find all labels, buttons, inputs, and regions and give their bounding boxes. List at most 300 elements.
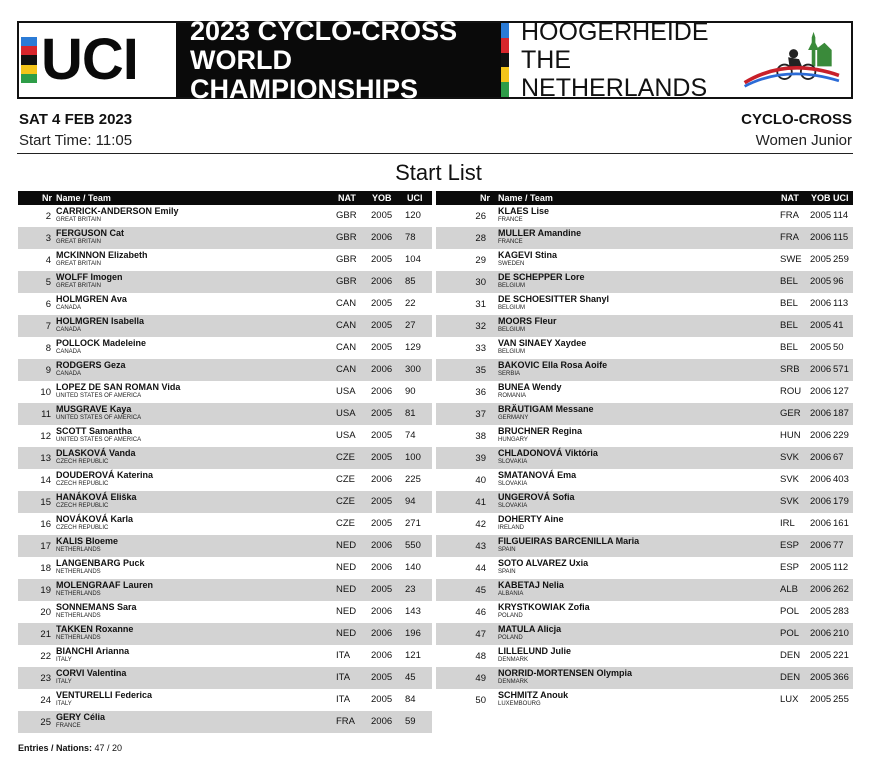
rider-name: DE SCHOESITTER Shanyl (498, 294, 610, 304)
page-title: Start List (395, 160, 482, 185)
rider-name: POLLOCK Madeleine (56, 338, 147, 348)
rider-uci-points: 210 (833, 628, 849, 639)
rider-year-of-birth: 2005 (371, 584, 393, 595)
table-row (18, 623, 432, 645)
table-row (18, 491, 432, 513)
rider-team: NETHERLANDS (56, 569, 101, 575)
col-uci: UCI (407, 193, 423, 203)
table-row (18, 425, 432, 447)
rider-number: 22 (40, 651, 51, 662)
table-row (18, 315, 432, 337)
rider-number: 6 (45, 299, 51, 310)
rider-number: 39 (475, 453, 486, 464)
rider-name: HANÁKOVÁ Eliška (56, 492, 137, 502)
rider-year-of-birth: 2006 (371, 474, 393, 485)
rider-uci-points: 67 (833, 452, 844, 463)
rider-name: FERGUSON Cat (56, 228, 125, 238)
rider-name: FILGUEIRAS BARCENILLA Maria (498, 536, 640, 546)
race-date: SAT 4 FEB 2023 (19, 111, 133, 128)
rider-uci-points: 81 (405, 408, 416, 419)
rider-number: 11 (41, 409, 51, 420)
rider-uci-points: 300 (405, 364, 421, 375)
table-row (436, 271, 853, 293)
rider-team: GERMANY (498, 415, 529, 421)
rider-number: 12 (40, 431, 51, 442)
rider-team: NETHERLANDS (56, 635, 101, 641)
rider-name: DOHERTY Aine (498, 514, 564, 524)
col-nat: NAT (781, 193, 799, 203)
rider-team: ROMANIA (498, 393, 527, 399)
rider-year-of-birth: 2005 (371, 342, 393, 353)
rider-name: SONNEMANS Sara (56, 602, 137, 612)
rider-number: 13 (40, 453, 51, 464)
table-row (436, 337, 853, 359)
rider-year-of-birth: 2005 (810, 672, 832, 683)
rider-uci-points: 366 (833, 672, 849, 683)
rider-uci-points: 271 (405, 518, 421, 529)
rider-nationality: GBR (336, 254, 357, 265)
rider-nationality: SWE (780, 254, 802, 265)
rider-number: 30 (475, 277, 486, 288)
rider-name: CARRICK-ANDERSON Emily (56, 206, 179, 216)
rider-nationality: USA (336, 430, 356, 441)
rider-number: 17 (40, 541, 51, 552)
rider-name: SOTO ALVAREZ Uxia (498, 558, 589, 568)
rider-year-of-birth: 2006 (810, 518, 832, 529)
rider-name: CHLADONOVÁ Viktória (498, 448, 598, 458)
rider-number: 16 (40, 519, 51, 530)
rider-number: 20 (40, 607, 51, 618)
rider-name: HOLMGREN Ava (56, 294, 127, 304)
table-row (18, 711, 432, 733)
rider-number: 38 (475, 431, 486, 442)
rider-year-of-birth: 2005 (810, 562, 832, 573)
table-row (436, 645, 853, 667)
rider-number: 43 (475, 541, 486, 552)
rider-name: LANGENBARG Puck (56, 558, 145, 568)
table-row (18, 205, 432, 227)
rider-number: 15 (40, 497, 51, 508)
table-header (436, 191, 853, 205)
rider-name: BIANCHI Arianna (56, 646, 130, 656)
rider-uci-points: 283 (833, 606, 849, 617)
rider-nationality: BEL (780, 276, 798, 287)
table-row (18, 293, 432, 315)
rider-nationality: SRB (780, 364, 800, 375)
rider-team: ITALY (56, 701, 72, 707)
rider-nationality: NED (336, 584, 357, 595)
rider-nationality: CAN (336, 298, 357, 309)
col-nr: Nr (42, 193, 53, 203)
table-row (18, 557, 432, 579)
rider-year-of-birth: 2006 (371, 276, 393, 287)
rider-year-of-birth: 2006 (810, 430, 832, 441)
rider-uci-points: 90 (405, 386, 416, 397)
table-row (436, 425, 853, 447)
table-row (436, 557, 853, 579)
rider-number: 29 (475, 255, 486, 266)
rider-name: DLASKOVÁ Vanda (56, 448, 136, 458)
rider-nationality: SVK (780, 474, 800, 485)
rider-year-of-birth: 2006 (810, 408, 832, 419)
rider-team: NETHERLANDS (56, 591, 101, 597)
entries-summary (18, 743, 122, 753)
rider-number: 4 (45, 255, 51, 266)
event-banner (17, 15, 853, 104)
rainbow-stripes-icon (21, 37, 37, 83)
rider-uci-points: 259 (833, 254, 849, 265)
rider-number: 32 (475, 321, 486, 332)
rider-nationality: USA (336, 386, 356, 397)
table-row (436, 469, 853, 491)
rider-team: CANADA (56, 349, 82, 355)
rider-team: CZECH REPUBLIC (56, 459, 109, 465)
table-row (18, 579, 432, 601)
rider-uci-points: 127 (833, 386, 849, 397)
rider-number: 40 (475, 475, 486, 486)
rider-name: HOLMGREN Isabella (56, 316, 145, 326)
rider-team: DENMARK (498, 657, 529, 663)
rider-number: 26 (475, 211, 486, 222)
table-row (436, 535, 853, 557)
rider-year-of-birth: 2005 (371, 430, 393, 441)
table-row (18, 249, 432, 271)
rider-year-of-birth: 2006 (810, 540, 832, 551)
rider-team: FRANCE (498, 239, 523, 245)
rider-nationality: DEN (780, 650, 801, 661)
rider-uci-points: 77 (833, 540, 844, 551)
start-time: Start Time: 11:05 (19, 132, 133, 149)
rider-team: FRANCE (498, 217, 523, 223)
rider-number: 41 (475, 497, 486, 508)
rider-name: KRYSTKOWIAK Zofia (498, 602, 590, 612)
table-row (18, 337, 432, 359)
rider-team: SPAIN (498, 569, 516, 575)
rider-nationality: SVK (780, 496, 800, 507)
rider-name: KALIS Bloeme (56, 536, 119, 546)
rider-name: SMATANOVÁ Ema (498, 470, 577, 480)
col-nr: Nr (480, 193, 491, 203)
rider-uci-points: 114 (833, 210, 849, 221)
rider-nationality: LUX (780, 694, 799, 705)
rider-nationality: BEL (780, 298, 798, 309)
rider-name: MATULA Alicja (498, 624, 562, 634)
rider-year-of-birth: 2006 (371, 562, 393, 573)
rider-year-of-birth: 2006 (371, 232, 393, 243)
table-row (436, 623, 853, 645)
rider-nationality: CZE (336, 452, 355, 463)
rider-uci-points: 100 (405, 452, 421, 463)
rider-uci-points: 120 (405, 210, 421, 221)
rider-nationality: SVK (780, 452, 800, 463)
rider-team: CANADA (56, 305, 82, 311)
rider-team: DENMARK (498, 679, 529, 685)
rider-team: CZECH REPUBLIC (56, 525, 109, 531)
table-row (436, 227, 853, 249)
rider-uci-points: 179 (833, 496, 849, 507)
rider-team: GREAT BRITAIN (56, 217, 102, 223)
rider-team: GREAT BRITAIN (56, 239, 102, 245)
table-row (18, 645, 432, 667)
rider-uci-points: 50 (833, 342, 844, 353)
rider-name: SCHMITZ Anouk (498, 690, 569, 700)
rider-nationality: GBR (336, 276, 357, 287)
rider-year-of-birth: 2006 (371, 628, 393, 639)
rider-name: MULLER Amandine (498, 228, 582, 238)
rider-name: VENTURELLI Federica (56, 690, 153, 700)
rider-number: 5 (45, 277, 51, 288)
rider-year-of-birth: 2006 (371, 606, 393, 617)
table-row (18, 601, 432, 623)
rider-number: 28 (475, 233, 486, 244)
rider-name: MCKINNON Elizabeth (56, 250, 148, 260)
rider-year-of-birth: 2005 (371, 518, 393, 529)
rider-year-of-birth: 2005 (371, 672, 393, 683)
rider-uci-points: 94 (405, 496, 416, 507)
rider-year-of-birth: 2006 (371, 364, 393, 375)
rider-year-of-birth: 2005 (371, 408, 393, 419)
rider-year-of-birth: 2006 (810, 628, 832, 639)
rider-number: 44 (475, 563, 486, 574)
rider-uci-points: 571 (833, 364, 849, 375)
rider-year-of-birth: 2006 (810, 298, 832, 309)
hoogerheide-cyclist-logo-icon (741, 27, 843, 93)
rider-nationality: CZE (336, 518, 355, 529)
table-row (18, 535, 432, 557)
rider-team: NETHERLANDS (56, 547, 101, 553)
rider-team: CZECH REPUBLIC (56, 503, 109, 509)
rider-uci-points: 84 (405, 694, 416, 705)
rider-number: 2 (45, 211, 51, 222)
rider-number: 36 (475, 387, 486, 398)
rider-nationality: HUN (780, 430, 801, 441)
rider-team: SPAIN (498, 547, 516, 553)
rider-year-of-birth: 2006 (371, 716, 393, 727)
rider-uci-points: 129 (405, 342, 421, 353)
rider-year-of-birth: 2005 (810, 320, 832, 331)
rider-team: NETHERLANDS (56, 613, 101, 619)
rider-uci-points: 96 (833, 276, 844, 287)
uci-logo-text: UCI (41, 27, 138, 92)
rider-team: POLAND (498, 613, 523, 619)
table-row (436, 689, 853, 711)
rider-uci-points: 41 (833, 320, 844, 331)
col-yob: YOB (811, 193, 831, 203)
rider-uci-points: 27 (405, 320, 416, 331)
table-row (436, 205, 853, 227)
rider-name: SCOTT Samantha (56, 426, 133, 436)
discipline: CYCLO-CROSS (741, 111, 852, 128)
rider-team: SLOVAKIA (498, 459, 528, 465)
rider-uci-points: 74 (405, 430, 416, 441)
rider-number: 14 (40, 475, 51, 486)
rider-team: BELGIUM (498, 327, 526, 333)
rider-uci-points: 113 (833, 298, 849, 309)
rider-number: 10 (40, 387, 51, 398)
table-row (18, 381, 432, 403)
rider-nationality: CAN (336, 320, 357, 331)
rider-year-of-birth: 2006 (371, 386, 393, 397)
rider-number: 49 (475, 673, 486, 684)
rider-nationality: CAN (336, 364, 357, 375)
table-row (18, 447, 432, 469)
rider-nationality: DEN (780, 672, 801, 683)
rider-uci-points: 225 (405, 474, 421, 485)
rider-nationality: CAN (336, 342, 357, 353)
rider-nationality: GER (780, 408, 801, 419)
table-row (436, 667, 853, 689)
rider-year-of-birth: 2006 (371, 540, 393, 551)
rider-uci-points: 403 (833, 474, 849, 485)
rider-number: 45 (475, 585, 486, 596)
rider-team: ITALY (56, 679, 72, 685)
rider-year-of-birth: 2005 (371, 496, 393, 507)
rider-name: KAGEVI Stina (498, 250, 558, 260)
host-line2: THE NETHERLANDS (521, 46, 708, 102)
rider-team: ALBANIA (498, 591, 524, 597)
rider-name: VAN SINAEY Xaydee (498, 338, 587, 348)
rider-year-of-birth: 2005 (371, 210, 393, 221)
entries-value: 47 / 20 (94, 743, 123, 753)
rider-uci-points: 196 (405, 628, 421, 639)
rider-number: 35 (475, 365, 486, 376)
rider-uci-points: 104 (405, 254, 421, 265)
rider-nationality: NED (336, 628, 357, 639)
rider-team: UNITED STATES OF AMERICA (56, 437, 142, 443)
rider-number: 50 (475, 695, 486, 706)
rider-team: GREAT BRITAIN (56, 261, 102, 267)
rider-team: HUNGARY (498, 437, 528, 443)
uci-logo (19, 23, 176, 97)
rider-name: LOPEZ DE SAN ROMAN Vida (56, 382, 181, 392)
rider-name: DOUDEROVÁ Katerina (56, 470, 154, 480)
rider-name: TAKKEN Roxanne (56, 624, 134, 634)
rider-nationality: FRA (780, 210, 799, 221)
rider-name: BRUCHNER Regina (498, 426, 583, 436)
rider-number: 37 (475, 409, 486, 420)
table-row (436, 513, 853, 535)
rider-team: BELGIUM (498, 305, 526, 311)
rider-nationality: ITA (336, 694, 351, 705)
rider-number: 31 (475, 299, 486, 310)
rider-uci-points: 140 (405, 562, 421, 573)
rider-name: CORVI Valentina (56, 668, 127, 678)
rider-team: SWEDEN (498, 261, 525, 267)
rider-team: CANADA (56, 371, 82, 377)
rider-uci-points: 45 (405, 672, 416, 683)
table-row (436, 491, 853, 513)
rider-team: UNITED STATES OF AMERICA (56, 415, 142, 421)
table-row (436, 249, 853, 271)
rider-uci-points: 23 (405, 584, 416, 595)
start-list-table-left (18, 191, 432, 733)
rider-name: DE SCHEPPER Lore (498, 272, 585, 282)
rider-year-of-birth: 2006 (810, 474, 832, 485)
rider-nationality: ALB (780, 584, 798, 595)
rider-number: 25 (40, 717, 51, 728)
rider-year-of-birth: 2005 (810, 606, 832, 617)
table-row (18, 271, 432, 293)
table-row (436, 447, 853, 469)
rider-number: 47 (475, 629, 486, 640)
rider-year-of-birth: 2006 (810, 584, 832, 595)
rider-number: 48 (475, 651, 486, 662)
divider (17, 153, 853, 154)
rider-nationality: GBR (336, 232, 357, 243)
rider-year-of-birth: 2005 (810, 254, 832, 265)
host-line1: HOOGERHEIDE (521, 18, 709, 46)
rider-number: 21 (40, 629, 51, 640)
rider-nationality: ESP (780, 562, 800, 573)
rider-nationality: ITA (336, 672, 351, 683)
rider-number: 7 (45, 321, 51, 332)
rider-nationality: NED (336, 562, 357, 573)
rider-year-of-birth: 2006 (810, 364, 832, 375)
rider-nationality: NED (336, 540, 357, 551)
rider-number: 8 (45, 343, 51, 354)
rider-number: 19 (40, 585, 51, 596)
rider-nationality: CZE (336, 496, 355, 507)
rider-name: UNGEROVÁ Sofia (498, 492, 575, 502)
rider-name: BRÄUTIGAM Messane (498, 404, 594, 414)
rider-team: BELGIUM (498, 349, 526, 355)
rider-number: 33 (475, 343, 486, 354)
rider-uci-points: 262 (833, 584, 849, 595)
rider-uci-points: 550 (405, 540, 421, 551)
rider-team: LUXEMBOURG (498, 701, 541, 707)
rider-uci-points: 161 (833, 518, 849, 529)
entries-label: Entries / Nations: (18, 743, 93, 753)
rider-uci-points: 187 (833, 408, 849, 419)
rider-number: 9 (45, 365, 51, 376)
rider-uci-points: 121 (405, 650, 421, 661)
rider-nationality: FRA (336, 716, 355, 727)
rider-name: GERY Célia (56, 712, 106, 722)
rider-nationality: ROU (780, 386, 802, 397)
rider-number: 18 (40, 563, 51, 574)
rider-team: UNITED STATES OF AMERICA (56, 393, 142, 399)
rider-year-of-birth: 2005 (371, 694, 393, 705)
rider-nationality: ESP (780, 540, 800, 551)
rider-team: IRELAND (498, 525, 525, 531)
rider-nationality: GBR (336, 210, 357, 221)
table-row (18, 469, 432, 491)
rider-year-of-birth: 2006 (810, 232, 832, 243)
col-name-team: Name / Team (498, 193, 553, 203)
table-row (436, 315, 853, 337)
rider-name: MUSGRAVE Kaya (56, 404, 132, 414)
rider-team: SERBIA (498, 371, 521, 377)
rider-number: 3 (45, 233, 51, 244)
table-row (436, 359, 853, 381)
rider-name: BAKOVIC Ella Rosa Aoife (498, 360, 608, 370)
table-row (436, 293, 853, 315)
table-row (436, 381, 853, 403)
rider-number: 42 (475, 519, 486, 530)
rider-uci-points: 22 (405, 298, 416, 309)
rider-team: CANADA (56, 327, 82, 333)
rider-year-of-birth: 2005 (810, 650, 832, 661)
rider-nationality: FRA (780, 232, 799, 243)
rider-number: 23 (40, 673, 51, 684)
rider-nationality: NED (336, 606, 357, 617)
event-title-block (176, 15, 501, 104)
rider-year-of-birth: 2005 (371, 254, 393, 265)
rider-team: BELGIUM (498, 283, 526, 289)
rider-nationality: ITA (336, 650, 351, 661)
rider-year-of-birth: 2005 (810, 342, 832, 353)
rider-year-of-birth: 2005 (810, 694, 832, 705)
